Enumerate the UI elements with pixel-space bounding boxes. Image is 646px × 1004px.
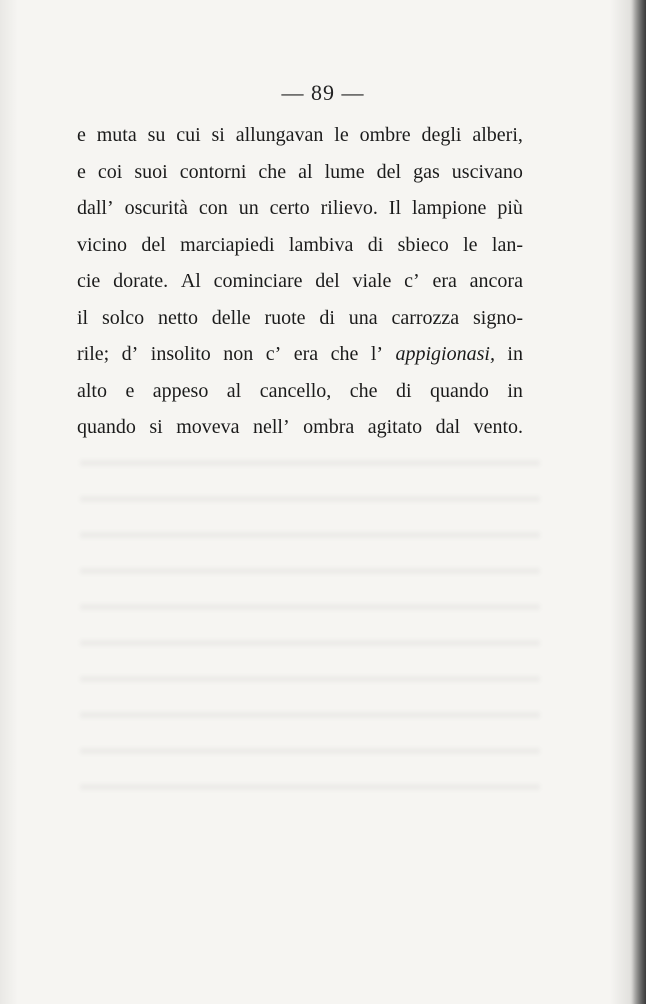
text-line (77, 227, 523, 264)
word: ombra (303, 416, 355, 438)
word: il (77, 306, 89, 329)
word: cancello, (259, 379, 332, 402)
word: alberi, (472, 124, 523, 146)
word: d’ (121, 343, 139, 365)
word: al (226, 379, 242, 402)
word: su (147, 124, 166, 146)
word: insolito (150, 343, 211, 365)
word: Al (180, 270, 201, 292)
word: rilievo. (320, 197, 378, 219)
word: moveva (176, 416, 240, 438)
word: viale (352, 270, 392, 292)
word: muta (96, 124, 137, 146)
page-number: — 89 — (281, 80, 365, 105)
word: contorni (179, 160, 247, 183)
word: signo- (472, 306, 523, 329)
reverse-side-show-through (80, 440, 540, 820)
word: solco (101, 306, 145, 329)
word: del (141, 233, 166, 256)
word: quando (77, 416, 136, 438)
word: dal (435, 416, 461, 438)
word: sbieco (397, 233, 449, 256)
word: dall’ (77, 197, 114, 219)
word: le (334, 124, 349, 146)
word: appeso (152, 379, 209, 402)
word: al (298, 160, 313, 183)
word: Il (388, 197, 401, 219)
word: del (376, 160, 402, 183)
word: oscurità (124, 197, 188, 219)
text-line (77, 409, 523, 446)
word: netto (157, 306, 198, 329)
word: rile; (77, 343, 110, 365)
word: nell’ (253, 416, 290, 438)
page-edge-shadow (632, 0, 646, 1004)
word: lan- (491, 233, 523, 256)
text-line (77, 373, 523, 410)
word: certo (269, 197, 310, 219)
word: che (330, 343, 359, 365)
word: lampione (411, 197, 487, 219)
word: lume (324, 160, 365, 183)
word: si (211, 124, 225, 146)
word: alto (77, 379, 107, 402)
word: che (258, 160, 287, 183)
word: degli (421, 124, 462, 146)
word: lambiva (288, 233, 354, 256)
text-line (77, 190, 523, 227)
word: cui (176, 124, 201, 146)
word: gas (413, 160, 440, 183)
word: vento. (473, 416, 523, 438)
word: vicino (77, 233, 127, 256)
word: di (395, 379, 412, 402)
word: dorate. (113, 270, 169, 292)
word: ancora (469, 270, 523, 292)
word: di (319, 306, 335, 329)
word: e (77, 160, 86, 183)
text-line (77, 117, 523, 154)
body-text (77, 117, 523, 446)
word: l’ (370, 343, 384, 365)
word: suoi (134, 160, 168, 183)
word: un (238, 197, 259, 219)
text-line (77, 300, 523, 337)
word: in (507, 379, 523, 402)
word: una (348, 306, 378, 329)
word: cominciare (213, 270, 303, 292)
word: era (293, 343, 319, 365)
word: era (432, 270, 457, 292)
word: ombre (359, 124, 411, 146)
word: delle (211, 306, 251, 329)
word: coi (97, 160, 123, 183)
word: c’ (265, 343, 282, 365)
word: non (223, 343, 254, 365)
word: agitato (367, 416, 423, 438)
word: e (77, 124, 86, 146)
word: ruote (264, 306, 306, 329)
word: marciapiedi (180, 233, 275, 256)
text-line (77, 336, 523, 373)
word: in (507, 343, 523, 365)
word: cie (77, 270, 101, 292)
word: c’ (404, 270, 420, 292)
word: quando (430, 379, 489, 402)
word: con (198, 197, 228, 219)
word: allungavan (235, 124, 324, 146)
text-line (77, 154, 523, 191)
word: carrozza (391, 306, 460, 329)
word: del (315, 270, 340, 292)
text-line (77, 263, 523, 300)
word: che (349, 379, 378, 402)
word: le (463, 233, 478, 256)
word: più (497, 197, 523, 219)
word: e (125, 379, 135, 402)
italic-word: appigionasi, (395, 343, 495, 365)
word: uscivano (451, 160, 523, 183)
word: si (149, 416, 163, 438)
word: di (367, 233, 384, 256)
